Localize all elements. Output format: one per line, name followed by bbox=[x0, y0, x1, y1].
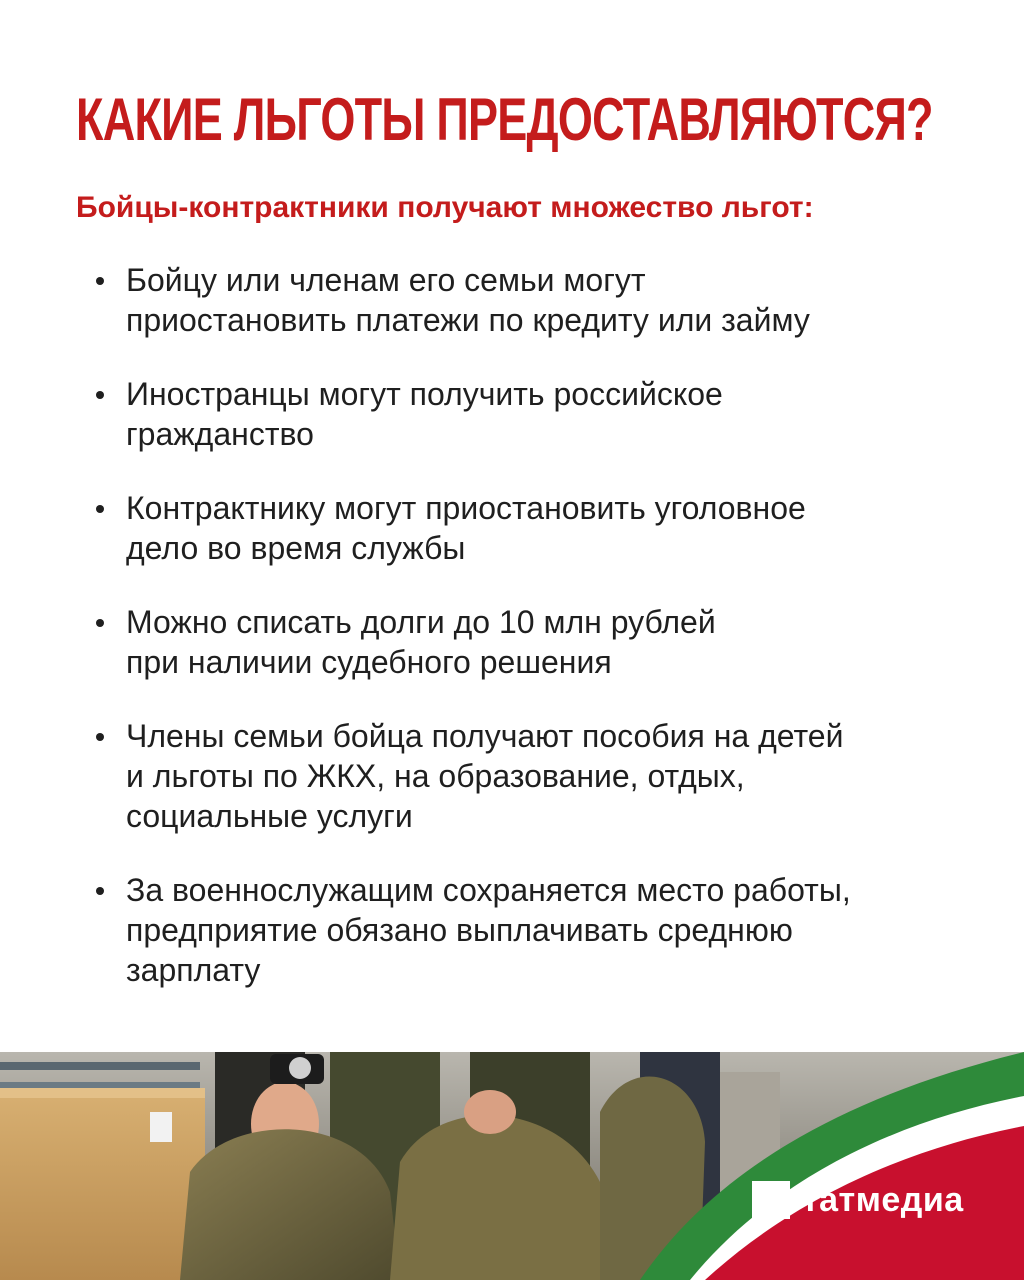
benefit-text: За военнослужащим сохраняется место работы, предприятие обязано выплачивать среднюю зарплату bbox=[126, 872, 851, 988]
soldiers-photo bbox=[0, 1052, 1024, 1280]
page-title: КАКИЕ ЛЬГОТЫ ПРЕДОСТАВЛЯЮТСЯ? bbox=[76, 86, 933, 153]
list-item bbox=[96, 870, 976, 990]
bullet-icon bbox=[96, 733, 104, 741]
bullet-icon bbox=[96, 887, 104, 895]
page-subtitle: Бойцы-контрактники получают множество льгот: bbox=[76, 191, 814, 224]
benefits-list bbox=[96, 260, 976, 1024]
benefit-text: Можно списать долги до 10 млн рублей при наличии судебного решения bbox=[126, 604, 716, 680]
logo-text: татмедиа bbox=[802, 1181, 964, 1219]
bullet-icon bbox=[96, 619, 104, 627]
benefit-text: Иностранцы могут получить российское гражданство bbox=[126, 376, 723, 452]
list-item bbox=[96, 602, 976, 682]
list-item bbox=[96, 488, 976, 568]
list-item bbox=[96, 716, 976, 836]
tatmedia-logo bbox=[752, 1180, 964, 1220]
bullet-icon bbox=[96, 277, 104, 285]
benefit-text: Контрактнику могут приостановить уголовное дело во время службы bbox=[126, 490, 806, 566]
bullet-icon bbox=[96, 391, 104, 399]
logo-square-icon bbox=[752, 1181, 790, 1219]
benefit-text: Бойцу или членам его семьи могут приостановить платежи по кредиту или займу bbox=[126, 262, 810, 338]
bullet-icon bbox=[96, 505, 104, 513]
list-item bbox=[96, 260, 976, 340]
list-item bbox=[96, 374, 976, 454]
benefit-text: Члены семьи бойца получают пособия на детей и льготы по ЖКХ, на образование, отдых, социальные услуги bbox=[126, 718, 844, 834]
